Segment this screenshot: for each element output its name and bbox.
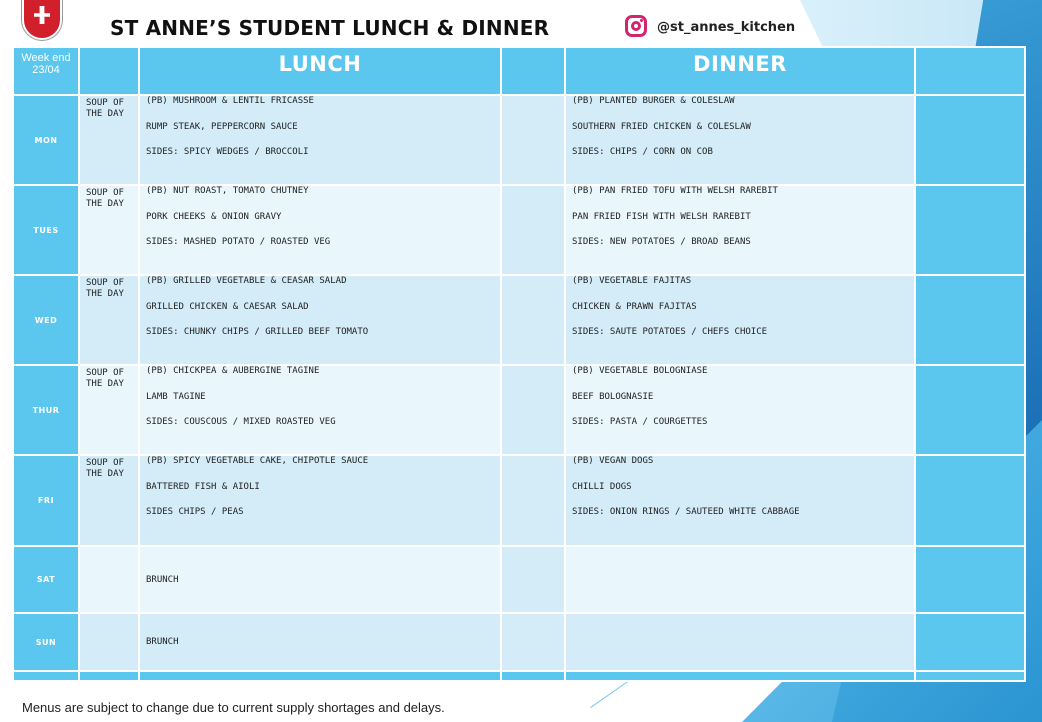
day-label: SAT — [13, 546, 79, 613]
lunch-cell — [139, 95, 501, 185]
lunch-dish: GRILLED CHICKEN & CAESAR SALAD — [146, 301, 309, 312]
dinner-blank — [565, 613, 915, 671]
dinner-cell — [565, 365, 915, 455]
dinner-dish: (PB) PLANTED BURGER & COLESLAW — [572, 96, 735, 106]
spacer-cell — [915, 185, 1025, 275]
lunch-cell — [139, 275, 501, 365]
header-blank — [501, 47, 565, 95]
spacer-cell — [501, 613, 565, 671]
spacer-cell — [915, 546, 1025, 613]
soup-label: SOUP OF THE DAY — [79, 455, 139, 546]
lunch-sides: SIDES: SPICY WEDGES / BROCCOLI — [146, 147, 309, 157]
spacer-cell — [915, 95, 1025, 185]
soup-blank — [79, 613, 139, 671]
header-blank — [915, 47, 1025, 95]
dinner-dish: (PB) PAN FRIED TOFU WITH WELSH RAREBIT — [572, 186, 778, 196]
spacer-cell — [501, 95, 565, 185]
day-label: MON — [13, 95, 79, 185]
dinner-blank — [565, 546, 915, 613]
soup-label: SOUP OF THE DAY — [79, 275, 139, 365]
week-label: Week end 23/04 — [13, 47, 79, 95]
soup-label: SOUP OF THE DAY — [79, 185, 139, 275]
lunch-dish: RUMP STEAK, PEPPERCORN SAUCE — [146, 121, 298, 132]
soup-label: SOUP OF THE DAY — [79, 95, 139, 185]
lunch-dish: (PB) MUSHROOM & LENTIL FRICASSE — [146, 96, 314, 106]
page-title: ST ANNE’S STUDENT LUNCH & DINNER — [110, 16, 550, 40]
menu-table — [12, 46, 1026, 682]
lunch-heading: LUNCH — [139, 47, 501, 95]
dinner-dish: CHILLI DOGS — [572, 481, 632, 492]
dinner-cell — [565, 95, 915, 185]
dinner-heading: DINNER — [565, 47, 915, 95]
lunch-sides: SIDES: MASHED POTATO / ROASTED VEG — [146, 237, 331, 247]
spacer-cell — [915, 275, 1025, 365]
lunch-dish: PORK CHEEKS & ONION GRAVY — [146, 211, 282, 222]
lunch-dish: (PB) GRILLED VEGETABLE & CEASAR SALAD — [146, 276, 347, 286]
soup-label: SOUP OF THE DAY — [79, 365, 139, 455]
lunch-cell — [139, 185, 501, 275]
spacer-cell — [915, 365, 1025, 455]
dinner-sides: SIDES: ONION RINGS / SAUTEED WHITE CABBAGE — [572, 507, 800, 517]
dinner-dish: (PB) VEGETABLE BOLOGNIASE — [572, 366, 708, 376]
dinner-sides: SIDES: SAUTE POTATOES / CHEFS CHOICE — [572, 327, 768, 337]
lunch-dish: BATTERED FISH & AIOLI — [146, 481, 260, 492]
lunch-sides: SIDES: CHUNKY CHIPS / GRILLED BEEF TOMATO — [146, 327, 369, 337]
dinner-sides: SIDES: NEW POTATOES / BROAD BEANS — [572, 237, 751, 247]
dinner-dish: SOUTHERN FRIED CHICKEN & COLESLAW — [572, 121, 751, 132]
dinner-dish: CHICKEN & PRAWN FAJITAS — [572, 301, 697, 312]
dinner-dish: PAN FRIED FISH WITH WELSH RAREBIT — [572, 211, 751, 222]
lunch-dish: (PB) CHICKPEA & AUBERGINE TAGINE — [146, 366, 320, 376]
lunch-dish: (PB) SPICY VEGETABLE CAKE, CHIPOTLE SAUCE — [146, 456, 369, 466]
dinner-cell — [565, 185, 915, 275]
spacer-cell — [501, 275, 565, 365]
table-row-thur — [13, 365, 1025, 455]
brunch-label: BRUNCH — [139, 546, 501, 613]
header-blank — [79, 47, 139, 95]
dinner-cell — [565, 455, 915, 546]
lunch-dish: (PB) NUT ROAST, TOMATO CHUTNEY — [146, 186, 309, 196]
day-label: THUR — [13, 365, 79, 455]
dinner-cell — [565, 275, 915, 365]
table-row-tues — [13, 185, 1025, 275]
instagram-icon — [625, 15, 647, 37]
lunch-sides: SIDES: COUSCOUS / MIXED ROASTED VEG — [146, 417, 336, 427]
table-row-sun — [13, 613, 1025, 671]
footer-note: Menus are subject to change due to current supply shortages and delays. — [22, 700, 445, 715]
instagram-handle: @st_annes_kitchen — [657, 20, 796, 35]
dinner-dish: (PB) VEGAN DOGS — [572, 456, 654, 466]
table-row-mon — [13, 95, 1025, 185]
table-row-wed — [13, 275, 1025, 365]
day-label: FRI — [13, 455, 79, 546]
brunch-label: BRUNCH — [139, 613, 501, 671]
spacer-cell — [501, 455, 565, 546]
lunch-cell — [139, 455, 501, 546]
dinner-sides: SIDES: PASTA / COURGETTES — [572, 417, 708, 427]
table-header-row — [13, 47, 1025, 95]
day-label: WED — [13, 275, 79, 365]
table-bottom-strip — [13, 671, 1025, 681]
day-label: TUES — [13, 185, 79, 275]
lunch-sides: SIDES CHIPS / PEAS — [146, 507, 244, 517]
lunch-cell — [139, 365, 501, 455]
table-row-sat — [13, 546, 1025, 613]
soup-blank — [79, 546, 139, 613]
table-row-fri — [13, 455, 1025, 546]
spacer-cell — [501, 546, 565, 613]
day-label: SUN — [13, 613, 79, 671]
spacer-cell — [501, 365, 565, 455]
spacer-cell — [915, 455, 1025, 546]
college-crest-icon — [22, 0, 62, 40]
dinner-dish: BEEF BOLOGNASIE — [572, 391, 654, 402]
dinner-sides: SIDES: CHIPS / CORN ON COB — [572, 147, 713, 157]
spacer-cell — [915, 613, 1025, 671]
dinner-dish: (PB) VEGETABLE FAJITAS — [572, 276, 692, 286]
lunch-dish: LAMB TAGINE — [146, 391, 206, 402]
spacer-cell — [501, 185, 565, 275]
page-header — [0, 0, 1042, 46]
